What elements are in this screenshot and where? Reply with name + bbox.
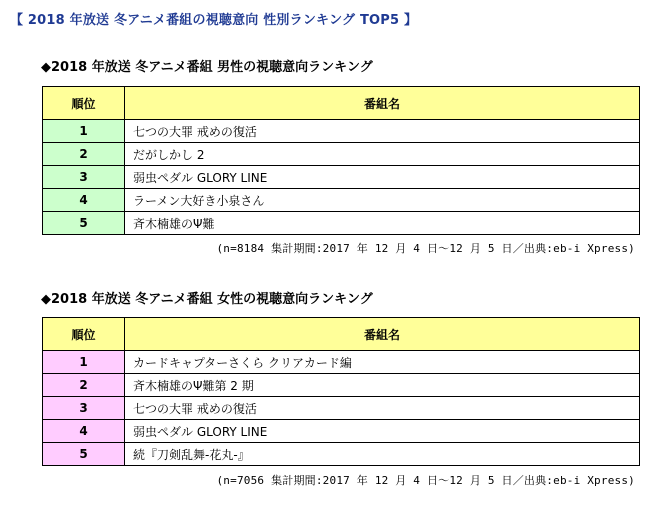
title-cell: 弱虫ペダル GLORY LINE [125, 420, 640, 443]
title-cell: だがしかし 2 [125, 143, 640, 166]
rank-cell: 1 [43, 120, 125, 143]
title-cell: カードキャプターさくら クリアカード編 [125, 351, 640, 374]
rank-cell: 2 [43, 143, 125, 166]
table-row [43, 166, 640, 189]
rank-cell: 4 [43, 420, 125, 443]
title-cell: ラーメン大好き小泉さん [125, 189, 640, 212]
rank-cell: 5 [43, 212, 125, 235]
table-header-row [43, 87, 640, 120]
female-survey-note: (n=7056 集計期間:2017 年 12 月 4 日～12 月 5 日／出典:eb-i Xpress) [216, 474, 635, 487]
rank-cell: 3 [43, 166, 125, 189]
table-row [43, 443, 640, 466]
title-cell: 斉木楠雄のΨ難第 2 期 [125, 374, 640, 397]
page-title: 【 2018 年放送 冬アニメ番組の視聴意向 性別ランキング TOP5 】 [10, 13, 418, 28]
rank-column-header: 順位 [43, 87, 125, 120]
male-survey-note: (n=8184 集計期間:2017 年 12 月 4 日～12 月 5 日／出典:eb-i Xpress) [216, 242, 635, 255]
title-cell: 七つの大罪 戒めの復活 [125, 397, 640, 420]
title-column-header: 番組名 [125, 87, 640, 120]
table-row [43, 120, 640, 143]
table-row [43, 420, 640, 443]
title-cell: 続『刀剣乱舞-花丸-』 [125, 443, 640, 466]
rank-cell: 2 [43, 374, 125, 397]
table-row [43, 351, 640, 374]
table-row [43, 374, 640, 397]
rank-cell: 4 [43, 189, 125, 212]
table-row [43, 212, 640, 235]
title-cell: 斉木楠雄のΨ難 [125, 212, 640, 235]
title-cell: 弱虫ペダル GLORY LINE [125, 166, 640, 189]
rank-cell: 1 [43, 351, 125, 374]
rank-cell: 3 [43, 397, 125, 420]
rank-cell: 5 [43, 443, 125, 466]
table-row [43, 397, 640, 420]
table-row [43, 143, 640, 166]
title-cell: 七つの大罪 戒めの復活 [125, 120, 640, 143]
rank-column-header: 順位 [43, 318, 125, 351]
title-column-header: 番組名 [125, 318, 640, 351]
female-section-heading: ◆2018 年放送 冬アニメ番組 女性の視聴意向ランキング [41, 292, 373, 307]
female-ranking-table [42, 317, 640, 466]
table-header-row [43, 318, 640, 351]
table-row [43, 189, 640, 212]
male-ranking-table [42, 86, 640, 235]
male-section-heading: ◆2018 年放送 冬アニメ番組 男性の視聴意向ランキング [41, 60, 373, 75]
